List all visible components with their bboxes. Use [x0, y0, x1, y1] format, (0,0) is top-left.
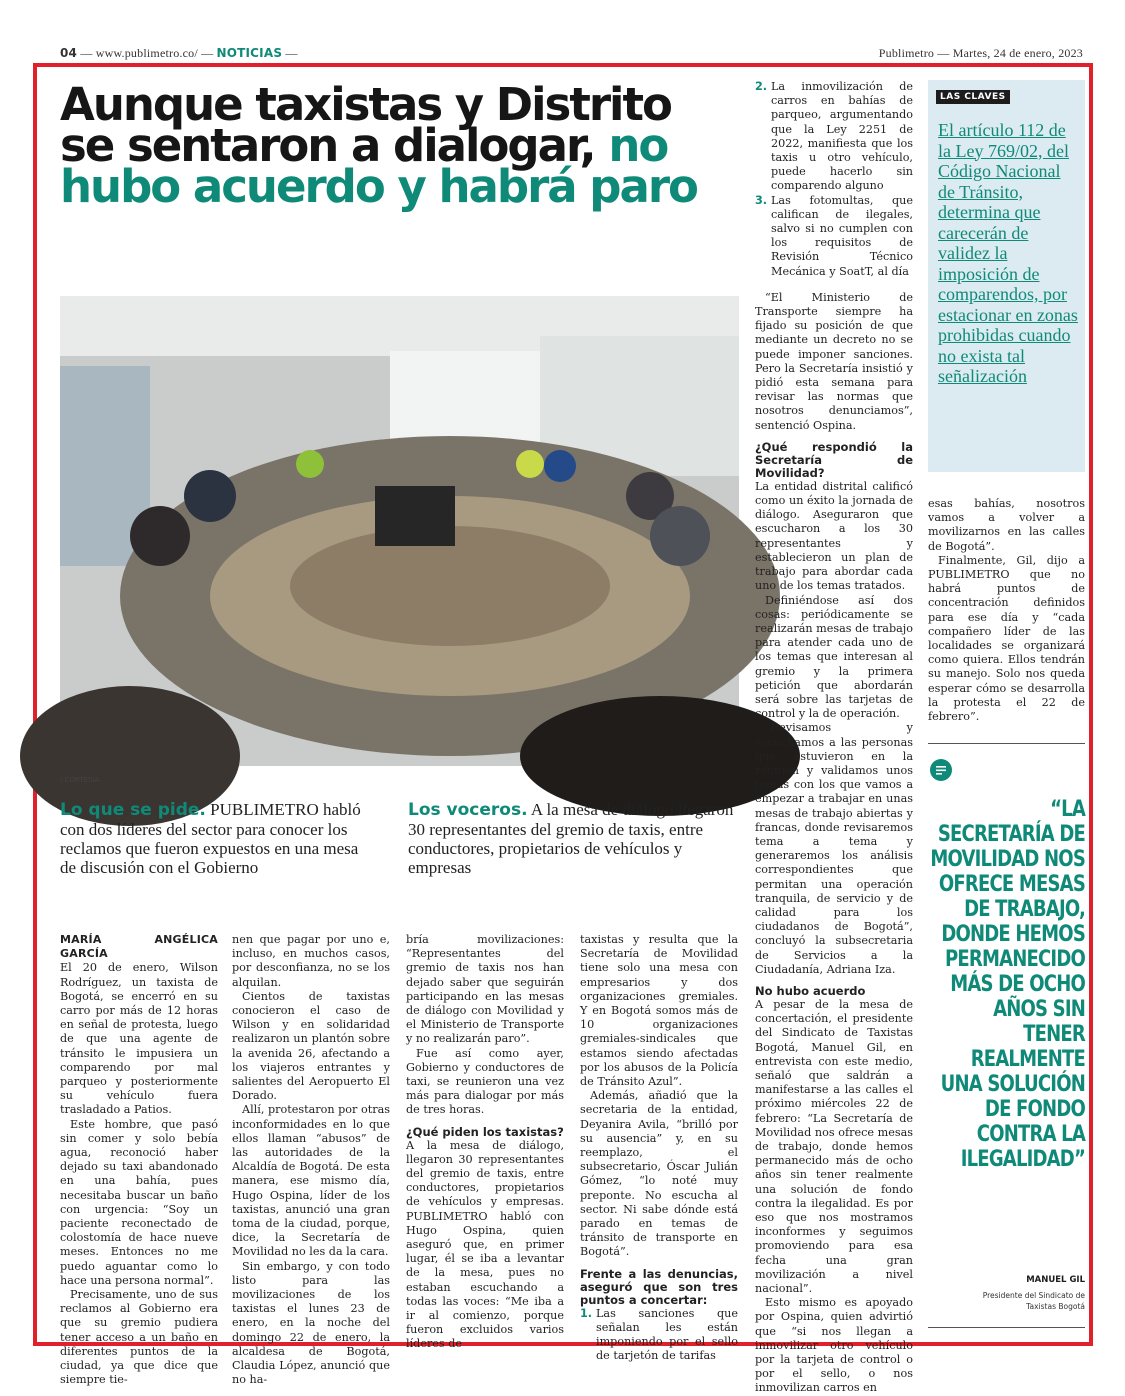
page-header-right: Publimetro — Martes, 24 de enero, 2023 — [878, 46, 1083, 60]
paragraph: Allí, protestaron por otras inconformidades en lo que ellos llaman “abusos” de las autoridades de la Alcaldía de Bogotá. De esta manera, ese mismo día, Hugo Ospina, líder de los taxistas, anunció una gran toma de la ciudad, porque, dice, la Secretaría de Movilidad no les da la cara. — [232, 1103, 390, 1259]
paragraph: esas bahías, nosotros vamos a volver a movilizarnos en las calles de Bogotá”. — [928, 497, 1085, 553]
claves-text: El artículo 112 de la Ley 769/02, del Código Nacional de Tránsito, determina que carecerán de validez la imposición de comparendos, por estacionar en zonas prohibidas cuando no exista tal señalización — [938, 120, 1078, 386]
page-header-left: 04 — www.publimetro.co/ — NOTICIAS — — [60, 46, 298, 60]
quote-author-role: Presidente del Sindicato de Taxistas Bogotá — [982, 1291, 1085, 1311]
list-item: 2. La inmovilización de carros en bahías de parqueo, argumentando que la Ley 2251 de 2022, manifiesta que los taxis u otro vehículo, puede hacerlo sin comparendo alguno — [755, 80, 913, 193]
subheading-no-hubo-acuerdo: No hubo acuerdo — [755, 983, 866, 998]
deck-right — [408, 800, 738, 877]
paragraph: Fue así como ayer, Gobierno y conductores de taxi, se reunieron una vez más para dialogar por más de tres horas. — [406, 1046, 564, 1117]
paragraph: El 20 de enero, Wilson Rodríguez, un taxista de Bogotá, se encerró en su carro por más de 12 horas en señal de protesta, luego de que una agente de tránsito le impusiera un comparendo por mal parqueo y posteriormente su vehículo fuera trasladado a Patios. — [60, 961, 218, 1117]
article-column-5 — [755, 80, 913, 1396]
deck-right-text: A la mesa de diálogo llegaron 30 representantes del gremio de taxis, entre conductores, propietarios de vehículos y empresas — [408, 800, 734, 877]
headline-teal: no hubo acuerdo y habrá paro — [60, 119, 697, 213]
article-column-4 — [580, 933, 738, 1363]
speech-bubble-icon — [930, 759, 952, 781]
list-item: 3. Las fotomultas, que califican de ilegales, salvo si no cumplen con los requisitos de Revisión Técnico Mecánica y SoatT, al día — [755, 193, 913, 278]
meeting-photo-illustration — [60, 296, 739, 766]
deck-right-kicker: Los voceros. — [408, 800, 528, 820]
article-column-3 — [406, 933, 564, 1352]
paragraph: “Revisamos y escuchamos a las personas que estuvieron en la reunión y validamos unos temas con los que vamos a empezar a trabajar en unas mesas de trabajo abiertas y francas, donde revisaremos tema a tema y generaremos los análisis correspondientes que permitan una operación tranquila, de servicio y de calidad para los ciudadanos de Bogotá”, concluyó la subsecretaria de Servicios a la Ciudadanía, Adriana Iza. — [755, 721, 913, 976]
article-column-2 — [232, 933, 390, 1388]
demands-list-part-1 — [580, 1307, 738, 1364]
paragraph: A la mesa de diálogo, llegaron 30 representantes del gremio de taxis, entre conductores, propietarios de vehículos y empresas. PUBLIMETRO habló con Hugo Ospina, quien aseguró que, en primer lugar, él se iba a levantar de la mesa, pues no estaban escuchando a todas las voces: “Me iba a ir al comienzo, porque fueron excluidos varios líderes de — [406, 1138, 564, 1351]
paragraph: Este hombre, que pasó sin comer y solo bebía agua, reconoció haber dejado su taxi abandonado en una bahía, pues necesitaba buscar un baño con urgencia: “Soy un paciente reconectado de colostomía de hace nueve meses. Entonces no me puedo aguantar como lo hace una persona normal”. — [60, 1117, 218, 1287]
paragraph: Además, añadió que la secretaria de la entidad, Deyanira Avila, “brilló por su ausencia” y, en su reemplazo, el subsecretario, Óscar Julián Gómez, “lo noté muy preponte. No escucha al sector. Ni sabe dónde está parado en temas de tránsito de transporte en Bogotá”. — [580, 1089, 738, 1259]
pull-quote: “LA SECRETARÍA DE MOVILIDAD NOS OFRECE MESAS DE TRABAJO, DONDE HEMOS PERMANECIDO MÁS DE OCHO AÑOS SIN TENER REALMENTE UNA SOLUCIÓN DE FONDO CONTRA LA ILEGALIDAD” — [930, 797, 1085, 1172]
paragraph: Esto mismo es apoyado por Ospina, quien advirtió que “si nos llegan a inmovilizar otro vehículo por la tarjeta de control o por el sello, o nos inmovilizan carros en — [755, 1296, 913, 1395]
quote-divider-top — [928, 743, 1085, 744]
photo-credit: / CORTESÍA — [60, 776, 100, 784]
paragraph: Cientos de taxistas conocieron el caso de Wilson y en solidaridad realizaron un plantón sobre la avenida 26, afectando a los viajeros entrantes y salientes del Aeropuerto El Dorado. — [232, 989, 390, 1103]
deck-left-text: PUBLIMETRO habló con dos líderes del sector para conocer los reclamos que fueron expuestos en una mesa de discusión con el Gobierno — [60, 800, 361, 877]
paragraph: Precisamente, uno de sus reclamos al Gobierno era que su gremio pudiera tener acceso a un baño en diferentes puntos de la ciudad, ya que dice que siempre tie- — [60, 1288, 218, 1387]
article-column-6 — [928, 497, 1085, 724]
quote-divider-bottom — [928, 1327, 1085, 1328]
claves-tag: LAS CLAVES — [936, 90, 1010, 104]
deck-left — [60, 800, 378, 877]
paragraph: bría movilizaciones: “Representantes del gremio de taxis nos han dejado saber que seguirán participando en las mesas de diálogo con Movilidad y el Ministerio de Transporte y no realizarán paro”. — [406, 933, 564, 1046]
byline: MARÍA ANGÉLICA GARCÍA — [60, 933, 218, 961]
paragraph: Definiéndose así dos cosas: periódicamente se realizarán mesas de trabajo para atender cada uno de los temas que interesan al gremio y la primera petición que abordarán será sobre las tarjetas de control y la de operación. — [755, 593, 913, 721]
article-column-1 — [60, 933, 218, 1388]
paragraph: “El Ministerio de Transporte siempre ha fijado su posición de que mediante un decreto no se puede imponer sanciones. Pero la Secretaría insistió y pidió esta semana para revisar las normas que nosotros denunciamos”, sentenció Ospina. — [755, 290, 913, 432]
site-url: www.publimetro.co/ — [95, 46, 198, 60]
paragraph: taxistas y resulta que la Secretaría de Movilidad tiene solo una mesa con empresarios y dos organizaciones gremiales. Y en Bogotá somos más de 10 organizaciones gremiales-sindicales que estamos siendo afectadas por los abusos de la Policía de Tránsito Azul”. — [580, 933, 738, 1089]
demands-list-part-2 — [755, 80, 913, 279]
page-number: 04 — [60, 46, 78, 60]
subheading-respuesta: ¿Qué respondió la Secretaría de Movilidad? — [755, 439, 913, 480]
claves-box — [928, 80, 1085, 472]
quote-author: MANUEL GIL — [1026, 1275, 1085, 1285]
paragraph: La entidad distrital calificó como un éxito la jornada de diálogo. Aseguraron que escucharon a los 30 representantes y establecieron un plan de trabajo para abordar cada uno de los temas tratados. — [755, 479, 913, 593]
paragraph: Finalmente, Gil, dijo a PUBLIMETRO que no habrá puntos de concentración definidos para ese día y “cada compañero líder de las localidades se organizará como quiera. Ellos tendrán su manejo. Solo nos queda esperar cómo se desarrolla la protesta el 22 de febrero”. — [928, 553, 1085, 724]
meeting-photo — [60, 296, 739, 766]
section-label: NOTICIAS — [216, 46, 283, 60]
paragraph: nen que pagar por uno e, incluso, en muchos casos, por desconfianza, no se los alquilan. — [232, 933, 390, 989]
subheading-denuncias: Frente a las denuncias, aseguró que son tres puntos a concertar: — [580, 1266, 738, 1307]
subheading-que-piden: ¿Qué piden los taxistas? — [406, 1124, 564, 1139]
deck-left-kicker: Lo que se pide. — [60, 800, 206, 820]
headline — [60, 78, 700, 213]
paragraph: Sin embargo, y con todo listo para las movilizaciones de los taxistas el lunes 23 de enero, en la noche del domingo 22 de enero, la alcaldesa de Bogotá, Claudia López, anunció que no ha- — [232, 1259, 390, 1387]
list-item: 1. Las sanciones que señalan les están imponiendo por el sello de tarjetón de tarifas — [580, 1306, 738, 1363]
headline-dark: Aunque taxistas y Distrito se sentaron a dialogar, — [60, 78, 671, 172]
paragraph: A pesar de la mesa de concertación, el presidente del Sindicato de Taxistas Bogotá, Manuel Gil, en entrevista con este medio, señaló que saldrán a manifestarse a las calles el próximo miércoles 22 de febrero: “La Secretaría de Movilidad nos ofrece mesas de trabajo, donde hemos permanecido más de ocho años sin tener realmente una solución de fondo contra la ilegalidad. Es por eso que nos mostramos inconformes y seguimos promoviendo para esa fecha una gran movilización a nivel nacional”. — [755, 997, 913, 1296]
